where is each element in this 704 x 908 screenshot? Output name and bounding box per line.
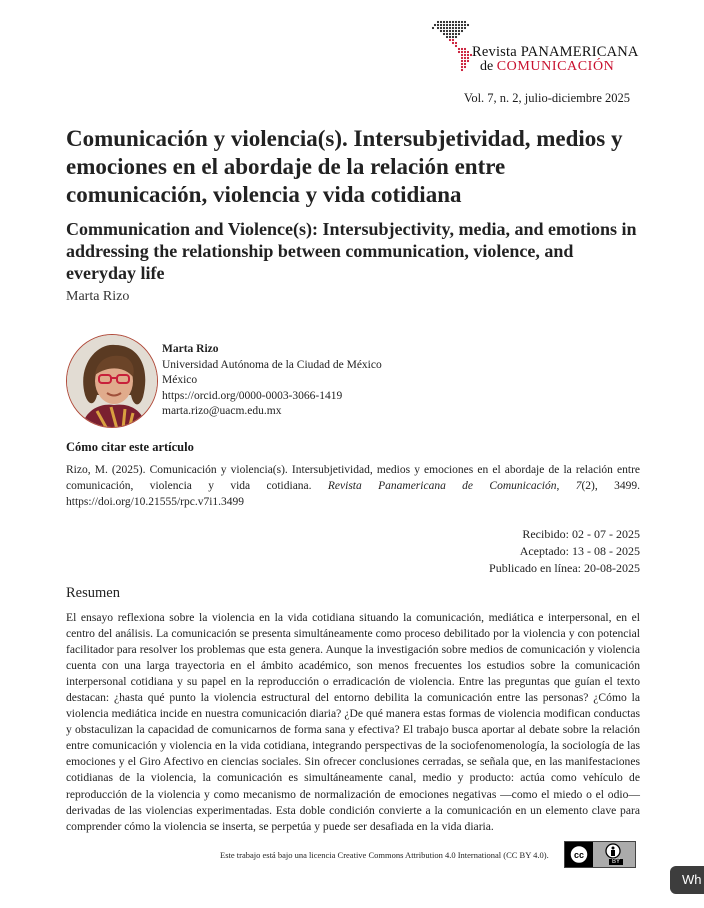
cc-by-badge[interactable]	[564, 841, 636, 868]
article-title-english: Communication and Violence(s): Intersubjectivity, media, and emotions in addressing the relationship between communication, violence, and everyday life	[66, 219, 637, 283]
orcid-link[interactable]: https://orcid.org/0000-0003-3066-1419	[162, 389, 343, 402]
citation-text	[66, 462, 640, 510]
email-link[interactable]: marta.rizo@uacm.edu.mx	[162, 405, 282, 417]
article-dates	[489, 526, 640, 577]
logo-de: de	[480, 59, 497, 74]
issue-info: Vol. 7, n. 2, julio-diciembre 2025	[463, 91, 630, 105]
logo-comunicacion: COMUNICACIÓN	[496, 59, 615, 74]
author-portrait-icon	[67, 335, 158, 428]
citation-volume: 7	[575, 480, 582, 492]
author-name: Marta Rizo	[66, 289, 130, 304]
license-text: Este trabajo está bajo una licencia Creative Commons Attribution 4.0 International (CC BY 4.0).	[220, 850, 549, 860]
cc-by-label: BY	[609, 859, 623, 865]
citation-journal: Revista Panamericana de Comunicación	[327, 480, 557, 492]
cc-icon	[565, 842, 593, 867]
svg-text:cc: cc	[573, 850, 585, 860]
date-published: Publicado en línea: 20-08-2025	[489, 561, 640, 575]
affiliation-name: Marta Rizo	[162, 343, 219, 355]
logo-panamericana: PANAMERICANA	[520, 44, 639, 60]
citation-part-b: ,	[556, 480, 576, 492]
affiliation-institution: Universidad Autónoma de la Ciudad de México	[162, 358, 382, 371]
citation-part-a: Rizo, M. (2025). Comunicación y violencia(s). Intersubjetividad, medios y emociones en el abordaje de la relación entre comunicación, violencia y vida cotidiana.	[66, 464, 640, 492]
abstract-heading: Resumen	[66, 585, 120, 601]
overlay-popup[interactable]: Wh	[670, 866, 704, 894]
citation-doi[interactable]: (2), 3499. https://doi.org/10.21555/rpc.v7i1.3499	[66, 480, 640, 508]
author-photo	[66, 334, 158, 428]
abstract-text: El ensayo reflexiona sobre la violencia en la vida cotidiana situando la comunicación, mediática e interpersonal, en el centro del análisis. La comunicación se presenta simultáneamente como proceso debilitado por la violencia y con potencial facilitador para resolver los problemas que esta genera. Aunque la investigación sobre medios de comunicación y violencia cuenta con una larga trayectoria en el ámbito académico, son menos frecuentes los estudios sobre la comunicación interpersonal cotidiana y su papel en la reproducción o erradicación de violencia. Entre las preguntas que guían el texto destacan: ¿hasta qué punto la violencia estructural del entorno debilita la comunicación entre las personas? ¿Cómo la violencia mediática incide en nuestra comunicación diaria? ¿De qué manera estas formas de violencia modifican conductas y obstaculizan la capacidad de comunicarnos de forma sana y efectiva? El trabajo busca aportar al debate sobre la relación entre comunicación y violencia en la vida cotidiana, integrando perspectivas de la sociofenomenología, la sociología de las emociones y el Giro Afectivo en ciencias sociales. Sin ofrecer conclusiones cerradas, se señala que, en las manifestaciones cotidianas de la violencia, la comunicación es simultáneamente canal, medio y producto: actúa como vehículo de reproducción de la violencia y como mecanismo de normalización de emociones negativas —como el miedo o el odio— derivadas de las violencias experimentadas. Esta doble condición convierte a la comunicación en un elemento clave para comprender cómo la violencia se inserta, se perpetúa y puede ser desafiada en la vida diaria.	[66, 611, 640, 833]
cc-logo-area	[565, 842, 593, 867]
date-received: Recibido: 02 - 07 - 2025	[522, 527, 640, 541]
affiliation-country: México	[162, 374, 198, 386]
citation-heading: Cómo citar este artículo	[66, 440, 194, 454]
journal-logo	[430, 18, 640, 78]
logo-revista: Revista	[472, 44, 521, 60]
logo-text-line2	[480, 59, 614, 75]
date-accepted: Aceptado: 13 - 08 - 2025	[519, 544, 640, 558]
article-title-spanish: Comunicación y violencia(s). Intersubjetividad, medios y emociones en el abordaje de la relación entre comunicación, violencia y vida cotidiana	[66, 126, 623, 207]
author-affiliation	[162, 342, 382, 420]
